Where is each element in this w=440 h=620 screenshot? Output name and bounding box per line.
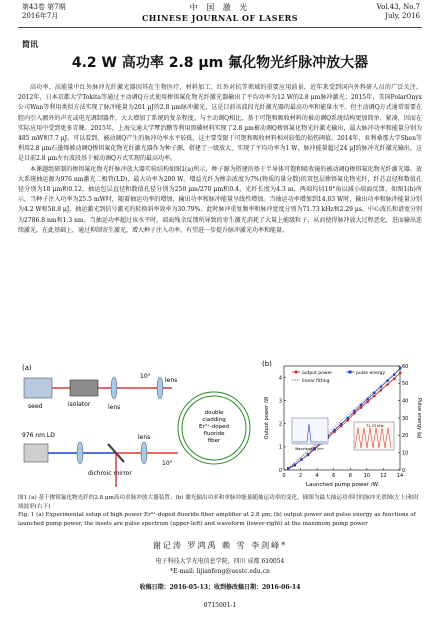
received-dates	[0, 582, 440, 591]
lens-label-2: lens	[165, 377, 178, 384]
output-power-point	[360, 406, 363, 409]
x-tick-label: 4	[315, 473, 319, 479]
seed-label: seed	[28, 403, 43, 410]
fiber-label-4: fluoride	[203, 431, 225, 437]
dichroic-label: dichroic mirror	[88, 470, 132, 477]
lens-label-3: lens	[138, 434, 151, 441]
page-number: 0715001-1	[203, 602, 237, 609]
y-right-tick-label: 0	[402, 467, 406, 474]
y-right-tick-label: 20	[402, 433, 409, 440]
lens-3	[77, 442, 83, 464]
fiber-label-3: Er³⁺-doped	[198, 424, 230, 430]
x-tick-label: 8	[348, 473, 352, 479]
pulse-energy-point	[333, 429, 335, 431]
email: *E-mail: lijianfeng@uestc.edu.cn	[170, 568, 270, 575]
x-tick-label: 2	[298, 473, 303, 479]
header-right	[377, 3, 420, 21]
paragraph-intro: 高功率、高能量中红外脉冲光纤激光器因其在生物医疗、材料加工、红外对抗等领域的重要应用前景，近年来受到国内外科研人员的广泛关注。2012年，日本京都大学Tokita等通过主动调Q方式使用掺铒氟化物光纤激光器输出了平均功率为12 W的2.8 μm脉冲激光；2015年，美国PolarOnyx公司Wan等利用类似方法实现了脉冲能量为201 μJ的2.8 μm脉冲激光，这是目前该波段光纤激光器的最高功率和能量水平。但主动调Q方式通常需要在腔内引入额外的声光或电光调制器件，大大增加了系统的复杂程度。与主动调Q相比，基于可饱和吸收材料的被动调Q系统结构更加简单、紧凑，因而在实际应用中受到更多青睐。2015年，上海交通大学覃治鹏等利用黑磷材料实现了2.8 μm被动调Q掺铒氟化物光纤激光输出，最大脉冲功率和能量分别为485 mW和7.7 μJ。可以看到，被动调Q产生的脉冲功率水平较低，这主要受限于可饱和吸收材料相对较低的损伤阈值。2014年，亚利桑那大学Shen等利用2.8 μm石墨烯被动调Q掺铒氟化物光纤激光器作为种子源，搭建了一级放大，实现了平均功率为1 W，脉冲能量超过24 μJ的脉冲光纤激光输出，这是目前2.8 μm左右波段基于被动调Q方式实现的最高功率。	[18, 84, 422, 163]
x-axis-label: Launched pump power /W	[305, 482, 379, 488]
journal-name-en: CHINESE JOURNAL OF LASERS	[141, 13, 299, 23]
output-power-point	[380, 389, 383, 392]
legend-pulse-energy: pulse energy	[356, 371, 386, 376]
pulse-energy-point	[373, 392, 375, 394]
setup-diagram	[22, 362, 254, 490]
y-right-tick-label: 50	[402, 381, 409, 388]
y-right-tick-label: 10	[402, 450, 409, 457]
y-right-tick-label: 60	[402, 363, 409, 370]
x-tick-label: 10	[363, 473, 371, 479]
y-right-tick-label: 30	[402, 415, 409, 422]
x-tick-label: 14	[396, 473, 404, 479]
pulse-energy-point	[366, 398, 368, 400]
pulse-energy-point	[386, 380, 388, 382]
isolator-label: isolator	[68, 401, 91, 408]
pulse-energy-point	[340, 423, 342, 425]
ld-box	[24, 444, 48, 462]
output-power-point	[393, 377, 396, 380]
y-left-tick-label: 4	[278, 375, 282, 382]
angle-label-top: 10°	[140, 373, 151, 380]
y-axis-label-left: Output power /W	[264, 396, 270, 440]
volume-issue-en: Vol.43, No.7	[376, 3, 420, 11]
authors: 谢记涛 罗鸿禹 赖 雪 李剑峰*	[152, 541, 288, 550]
pulse-energy-point	[294, 464, 296, 466]
legend-linear-fitting: linear fitting	[302, 379, 330, 384]
pulse-energy-point	[393, 373, 395, 375]
fiber-label-2: cladding	[202, 417, 226, 423]
seed-box	[24, 378, 52, 398]
legend-marker-output	[295, 371, 298, 374]
output-power-point	[399, 372, 402, 375]
y-left-tick-label: 1	[278, 444, 282, 451]
pulse-energy-point	[287, 467, 289, 469]
y-left-tick-label: 3	[278, 398, 282, 405]
output-power-point	[347, 419, 350, 422]
date-en: July, 2016	[385, 12, 420, 20]
power-energy-chart	[262, 358, 422, 490]
paragraph-results: 本课题组研制的掺铒氟化物光纤脉冲放大器实验结构如图1(a)所示，种子源为搭建的基于半导体可饱和吸收镜的被动调Q掺铒氟化物光纤激光器，放大系统抽运源为976 nm激光二极管(LD)，最大功率为200 W。增益光纤为掺杂浓度为7%(物质的量分数)的双包层掺铒氟化物光纤，纤芯直径和数值孔径分别为18 μm和0.12，抽运包层直径和数值孔径分别为250 μm/270 μm和0.4，光纤长度为4.3 m，两端均切10°角以减小端面反馈。如图1(b)所示，当种子注入功率为25.5 mW时，随着抽运功率的增加，输出功率和脉冲能量呈线性增加。当抽运功率增加到14.03 W时，输出功率和脉冲能量分别为4.2 W和58.8 μJ，抽运激光到信号激光的转换斜率效率为30.79%。此时脉冲重复频率和脉冲宽度分别为71.73 kHz和2.29 μs，中心波长和谱宽分别为2786.8 nm和1.3 nm。当抽运功率超过该水平时，端面残余反馈所导致的寄生激光消耗了大量上能级粒子，从而使得脉冲放大过程恶化，进而输出连续激光。在此基础上，通过抑制寄生激光，增大种子注入功率，有望进一步提升脉冲激光功率和能量。	[18, 165, 422, 234]
article-title: 4.2 W 高功率 2.8 μm 氟化物光纤脉冲放大器	[71, 55, 369, 71]
header-rule	[18, 27, 422, 28]
legend-marker-energy	[349, 371, 352, 374]
y-left-tick-label: 0	[278, 467, 282, 474]
panel-label-b: (b)	[262, 360, 272, 368]
pulse-energy-point	[399, 367, 401, 369]
inset-wavelength-label: Wavelength /nm	[295, 447, 324, 451]
pulse-energy-point	[353, 410, 355, 412]
pulse-energy-point	[380, 386, 382, 388]
lens-4	[141, 442, 147, 464]
panel-label-a: (a)	[22, 364, 32, 372]
pulse-energy-point	[360, 404, 362, 406]
lens-label-1: lens	[108, 404, 121, 411]
angle-label-bottom: 10°	[162, 460, 173, 467]
affiliation: 电子科技大学光电信息学院，四川 成都 610054	[155, 558, 285, 565]
received-text: 收稿日期：2016-05-13；收到修改稿日期：2016-06-14	[139, 584, 301, 591]
lens-1	[111, 377, 117, 399]
section-label: 简讯	[22, 39, 38, 49]
pulse-energy-point	[300, 458, 302, 460]
inset-rate-label: 71.73 kHz	[366, 424, 384, 428]
figure-caption-cn: 图1 (a) 基于掺铒氟化物光纤的2.8 μm高功率脉冲放大器装置；(b) 激光输出功率和单脉冲能量随抽运功率的变化，插图为最大抽运功率时的脉冲光谱图(左上)和时域波形(右下)	[18, 495, 419, 510]
fiber-label-1: double	[204, 410, 224, 416]
x-tick-label: 0	[282, 473, 286, 479]
isolator-box	[70, 380, 98, 396]
pulse-energy-point	[347, 417, 349, 419]
legend-output-power: output power	[302, 371, 333, 376]
page-header	[0, 0, 440, 30]
ld-label: 976 nm LD	[22, 432, 55, 439]
x-tick-label: 12	[380, 473, 387, 479]
article-body	[18, 83, 422, 323]
lens-2	[157, 377, 163, 399]
date-cn: 2016年7月	[22, 12, 59, 20]
figure-caption-en: Fig. 1 (a) Experimental setup of high power Er³⁺-doped fluoride fiber amplifier at 2.8 μm; (b) output power and pulse energy as functions of launched pump power, the insets are pulse spectrum (upper-left) and waveform (lower-right) at the maximum pump power	[18, 512, 416, 527]
fiber-label-5: fiber	[207, 438, 221, 444]
output-power-point	[386, 383, 389, 386]
y-right-tick-label: 40	[402, 398, 409, 405]
output-power-point	[366, 401, 369, 404]
y-axis-label-right: Pulse energy /μJ	[416, 397, 422, 439]
pulse-energy-point	[307, 453, 309, 455]
output-power-point	[373, 395, 376, 398]
y-left-tick-label: 2	[278, 421, 282, 428]
x-tick-label: 6	[332, 473, 336, 479]
journal-name-cn: 中 国 激 光	[189, 3, 251, 12]
volume-issue-cn: 第43卷 第7期	[22, 3, 66, 11]
